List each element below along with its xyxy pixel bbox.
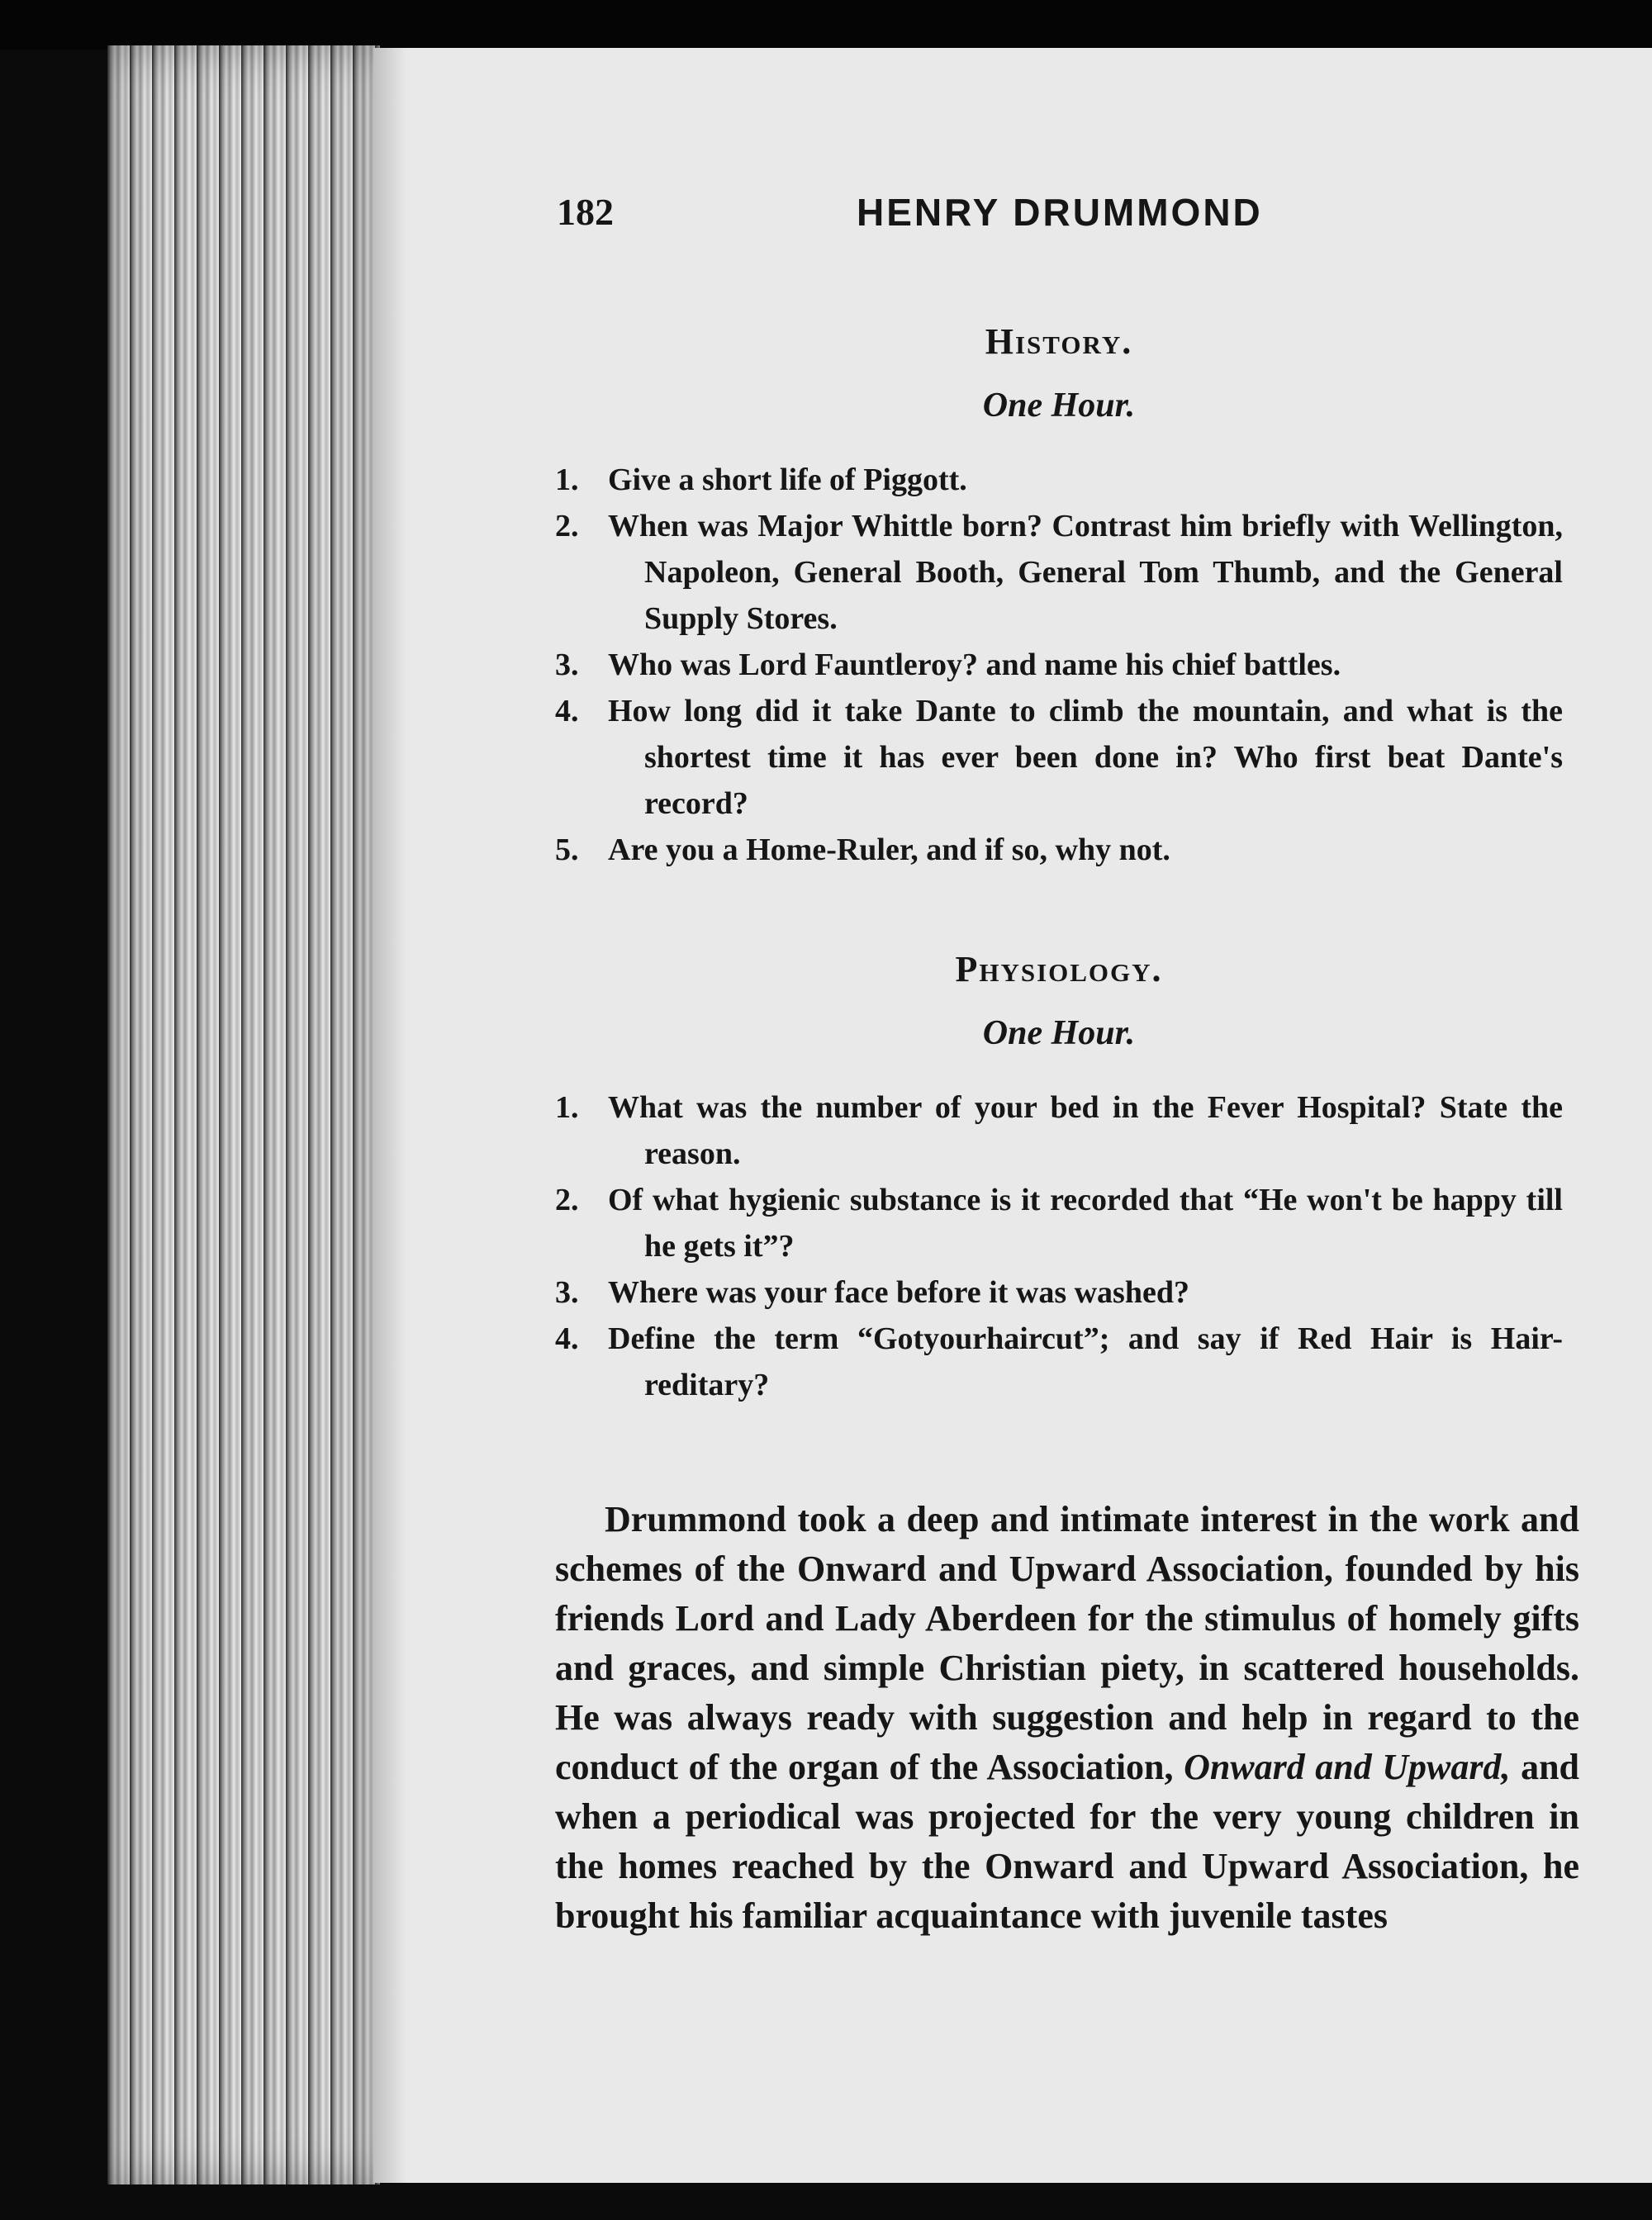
- question-number: 1.: [555, 1090, 579, 1125]
- question-item: [555, 1177, 1563, 1269]
- body-paragraph: [555, 1495, 1579, 1941]
- question-item: [555, 503, 1563, 642]
- question-text: How long did it take Dante to climb the mountain, and what is the shortest time it has ever been done in? Who first beat Dante's record?: [608, 694, 1563, 821]
- section-heading: Physiology.: [955, 949, 1163, 989]
- question-text: Who was Lord Fauntleroy? and name his chief battles.: [608, 648, 1341, 682]
- section-subheading: One Hour.: [982, 1014, 1136, 1052]
- history-section: [555, 320, 1563, 873]
- question-number: 3.: [555, 648, 579, 682]
- question-number: 2.: [555, 509, 579, 543]
- question-text: Are you a Home-Ruler, and if so, why not.: [608, 832, 1170, 867]
- question-list: [555, 457, 1563, 873]
- question-number: 4.: [555, 694, 579, 728]
- question-number: 3.: [555, 1275, 579, 1310]
- question-item: [555, 688, 1563, 827]
- page-number: 182: [557, 191, 614, 233]
- book-page-edges: [107, 45, 380, 2184]
- gutter-shadow: [373, 48, 406, 2183]
- question-number: 2.: [555, 1183, 579, 1217]
- publication-title: Onward and Upward,: [1184, 1747, 1511, 1787]
- question-number: 4.: [555, 1321, 579, 1356]
- question-list: [555, 1084, 1563, 1408]
- section-heading: History.: [985, 321, 1133, 362]
- question-item: [555, 1269, 1563, 1316]
- question-text: Define the term “Gotyourhaircut”; and say if Red Hair is Hair-reditary?: [608, 1321, 1563, 1402]
- running-title: HENRY DRUMMOND: [857, 191, 1263, 234]
- question-item: [555, 1084, 1563, 1177]
- scan-background-top: [0, 0, 1652, 50]
- question-number: 1.: [555, 462, 579, 497]
- section-subheading: One Hour.: [982, 387, 1136, 425]
- running-header: [373, 190, 1652, 256]
- question-item: [555, 1316, 1563, 1408]
- book-page: [373, 48, 1652, 2183]
- question-item: [555, 642, 1563, 688]
- question-text: When was Major Whittle born? Contrast him briefly with Wellington, Napoleon, General Booth, General Tom Thumb, and the General Supply Stores.: [608, 509, 1563, 636]
- question-number: 5.: [555, 832, 579, 867]
- paragraph-text-continued: and when a periodical was projected for the very young children in the homes reached by the Onward and Upward Association, he brought his familiar acquaintance with juvenile tastes: [555, 1747, 1580, 1936]
- question-text: What was the number of your bed in the Fever Hospital? State the reason.: [608, 1090, 1563, 1171]
- question-text: Where was your face before it was washed?: [608, 1275, 1189, 1310]
- question-item: [555, 827, 1563, 873]
- paragraph-text: Drummond took a deep and intimate interest in the work and schemes of the Onward and Upward Association, founded by his friends Lord and Lady Aberdeen for the stimulus of homely gifts and graces, and simple Christian piety, in scattered households. He was always ready with suggestion and help in regard to the conduct of the organ of the Association,: [555, 1499, 1579, 1787]
- question-item: [555, 457, 1563, 503]
- physiology-section: [555, 948, 1563, 1408]
- question-text: Of what hygienic substance is it recorded that “He won't be happy till he gets it”?: [608, 1183, 1563, 1264]
- question-text: Give a short life of Piggott.: [608, 462, 967, 497]
